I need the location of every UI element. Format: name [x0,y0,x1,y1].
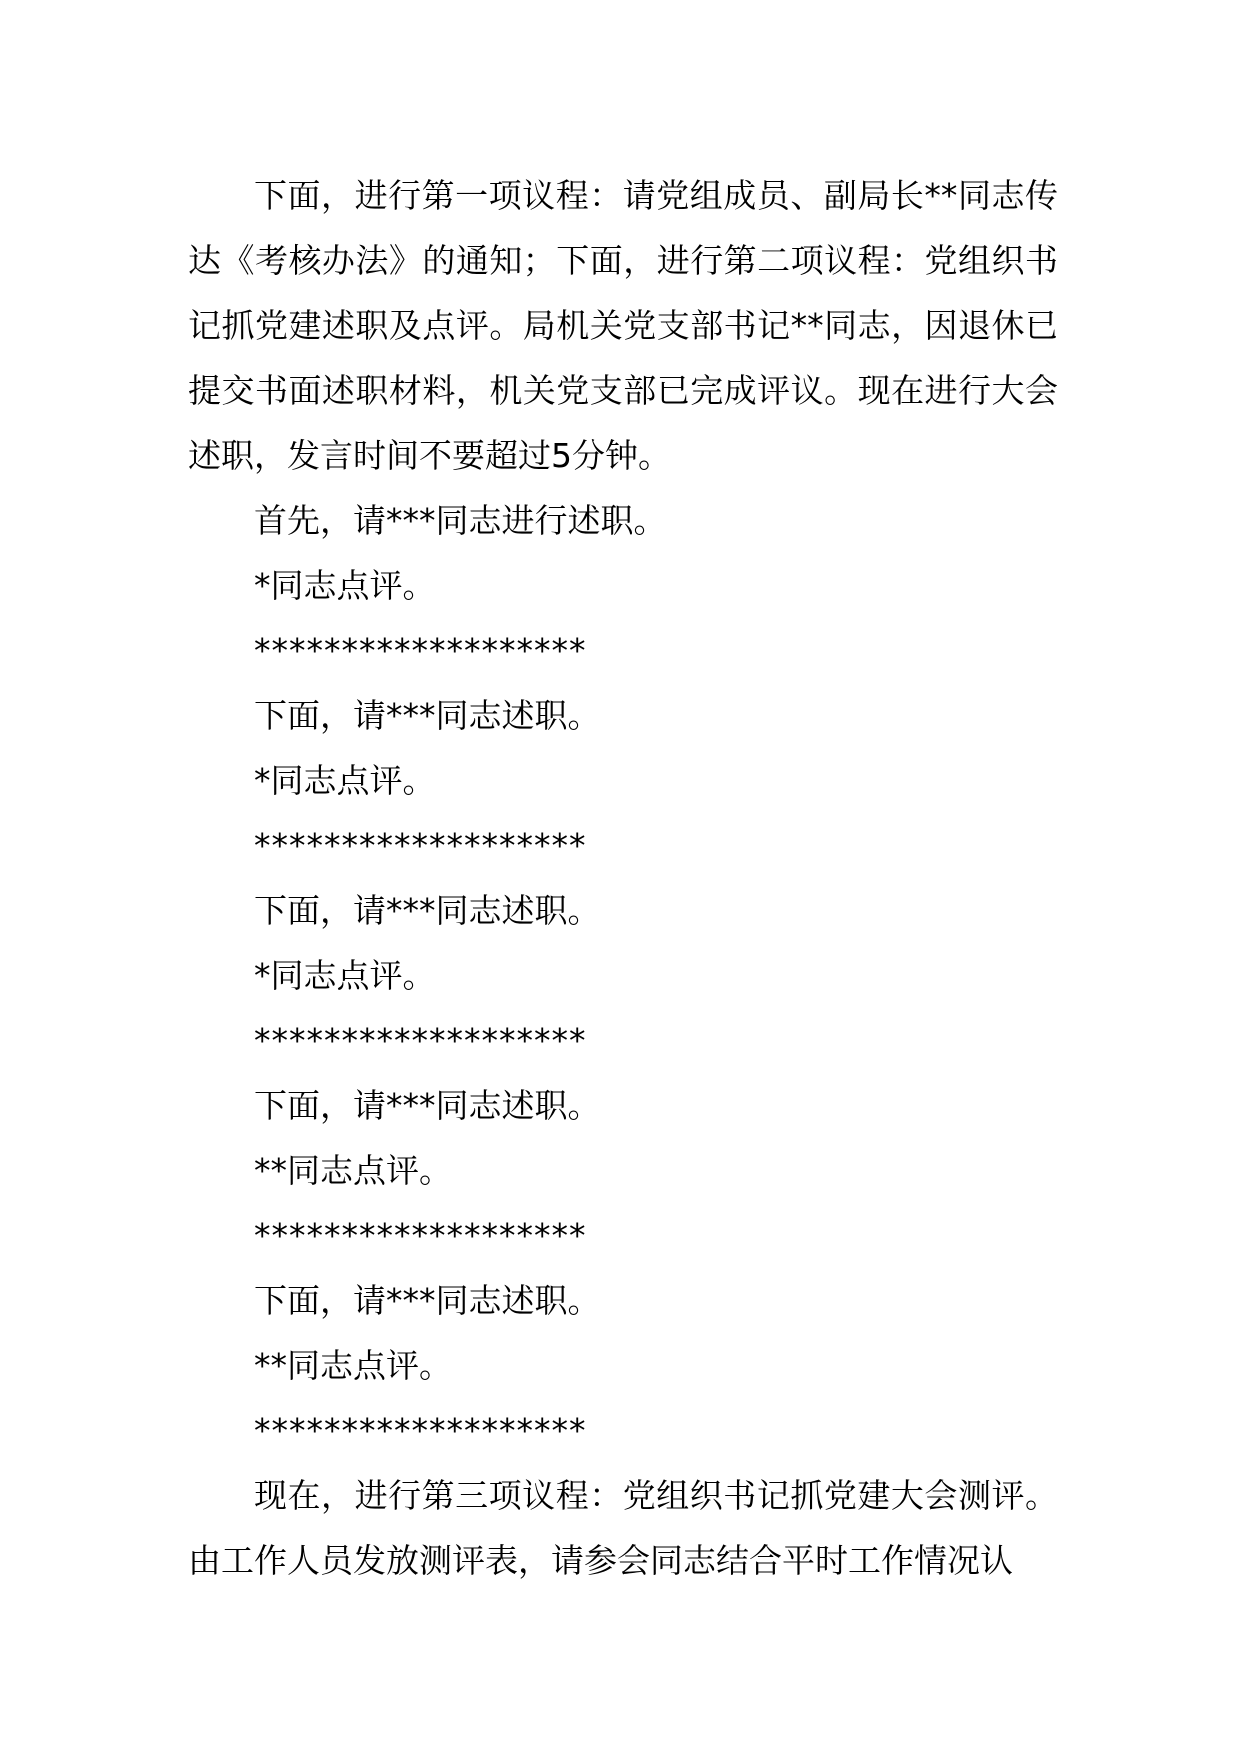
text-line: *同志点评。 [254,956,436,995]
separator-line: ******************* [254,1021,587,1060]
agenda-paragraph-1: 下面，进行第一项议程：请党组成员、副局长**同志传达《考核办法》的通知；下面，进行第二项议程：党组织书记抓党建述职及点评。局机关党支部书记**同志，因退休已提交书面述职材料，机关党支部已完成评议。现在进行大会述职，发言时间不要超过5分钟。 [188,176,1058,475]
text-line: 下面，请***同志述职。 [254,696,601,735]
separator-line: ******************* [254,631,587,670]
document-body [188,163,1058,1593]
text-line: *同志点评。 [254,761,436,800]
separator-line: ******************* [254,1216,587,1255]
separator-line: ******************* [254,1411,587,1450]
text-line: 首先，请***同志进行述职。 [254,501,667,540]
text-line: **同志点评。 [254,1151,452,1190]
text-line: 下面，请***同志述职。 [254,891,601,930]
text-line: *同志点评。 [254,566,436,605]
text-line: **同志点评。 [254,1346,452,1385]
text-line: 下面，请***同志述职。 [254,1086,601,1125]
separator-line: ******************* [254,826,587,865]
agenda-paragraph-2: 现在，进行第三项议程：党组织书记抓党建大会测评。由工作人员发放测评表，请参会同志结合平时工作情况认 [188,1476,1058,1580]
text-line: 下面，请***同志述职。 [254,1281,601,1320]
